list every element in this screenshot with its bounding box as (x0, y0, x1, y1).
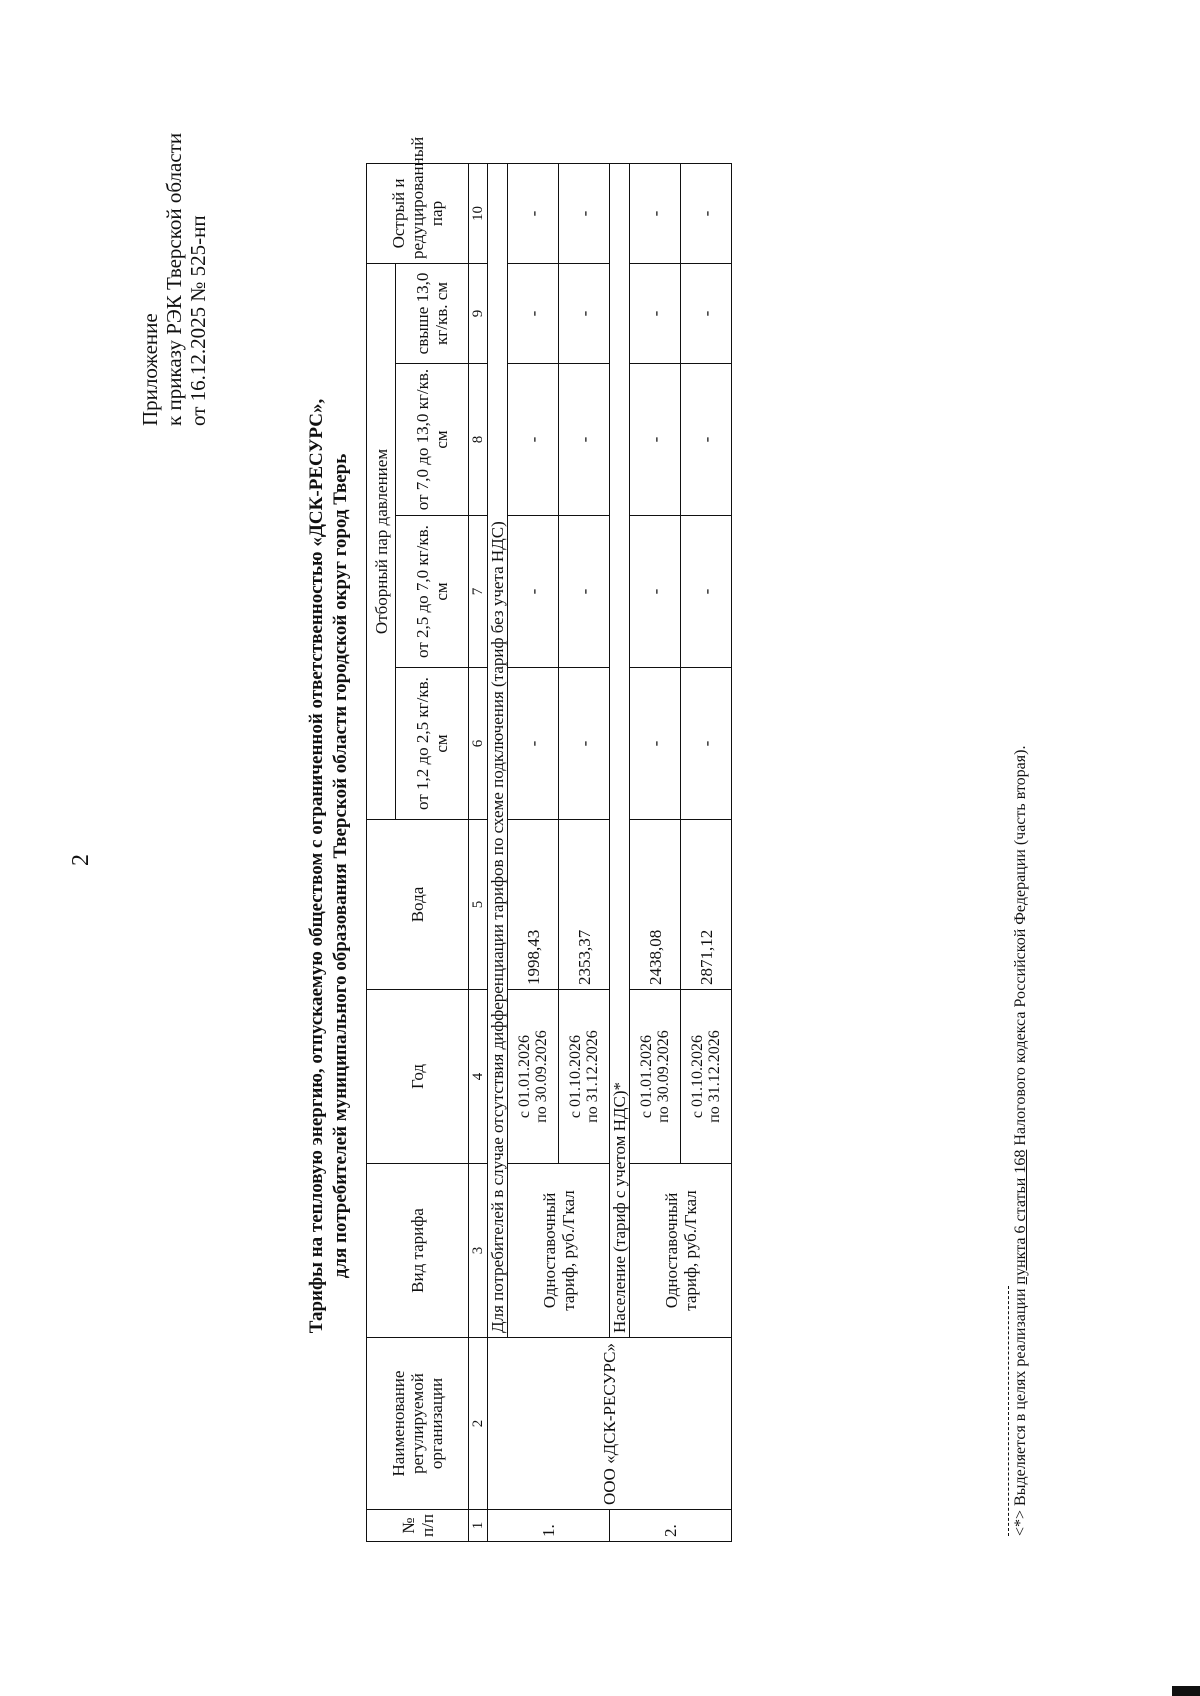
period-to: по 31.12.2026 (706, 1030, 723, 1123)
appendix-line-2: к приказу РЭК Тверской области (162, 132, 186, 426)
footnote-suffix: Налогового кодекса Российской Федерации (часть вторая). (1012, 745, 1029, 1150)
period-from: с 01.10.2026 (689, 1034, 706, 1119)
pressure-1-value: - (630, 668, 681, 820)
appendix-line-1: Приложение (138, 313, 162, 426)
column-number: 7 (469, 516, 488, 668)
sharp-steam-value: - (681, 163, 732, 263)
title-line-2: для потребителей муниципального образования Тверской области городской округ город Тверь (330, 453, 351, 1279)
tariff-table (366, 136, 732, 1542)
header-year: Год (367, 990, 469, 1164)
period-from: с 01.01.2026 (516, 1034, 533, 1119)
organization-name: ООО «ДСК-РЕСУРС» (488, 1338, 732, 1510)
column-number: 9 (469, 263, 488, 363)
row-number: 1. (488, 1510, 610, 1542)
section-heading-row (610, 163, 630, 1541)
period-from: с 01.01.2026 (638, 1034, 655, 1119)
column-number: 5 (469, 820, 488, 990)
sharp-steam-value: - (508, 163, 559, 263)
pressure-4-value: - (559, 263, 610, 363)
footnote-divider (1008, 1286, 1009, 1536)
appendix-line-3: от 16.12.2025 № 525-нп (186, 215, 210, 426)
appendix-header (138, 133, 210, 426)
header-row-1 (367, 163, 396, 1541)
period (630, 990, 681, 1164)
pressure-3-value: - (681, 364, 732, 516)
pressure-2-value: - (508, 516, 559, 668)
water-value: 2871,12 (681, 820, 732, 990)
header-sharp-steam: Острый и редуцированный пар (367, 163, 469, 263)
water-value: 1998,43 (508, 820, 559, 990)
header-water: Вода (367, 820, 469, 990)
tariff-type: Одноставочный тариф, руб./Гкал (508, 1164, 610, 1338)
column-number: 8 (469, 364, 488, 516)
header-pressure-1: от 1,2 до 2,5 кг/кв. см (396, 668, 469, 820)
footnote-prefix: <*> Выделяется в целях реализации (1012, 1284, 1029, 1536)
header-pressure-4: свыше 13,0 кг/кв. см (396, 263, 469, 363)
column-number: 1 (469, 1510, 488, 1542)
period-from: с 01.10.2026 (567, 1034, 584, 1119)
header-tariff-type: Вид тарифа (367, 1164, 469, 1338)
title-line-1: Тарифы на тепловую энергию, отпускаемую обществом с ограниченной ответственностью «ДСК-РЕСУРС», (306, 398, 327, 1334)
period-to: по 30.09.2026 (533, 1030, 550, 1123)
section-heading: Для потребителей в случае отсутствия дифференциации тарифов по схеме подключения (тариф без учета НДС) (488, 163, 508, 1337)
column-number-row (469, 163, 488, 1541)
header-num: № п/п (367, 1510, 469, 1542)
column-number: 10 (469, 163, 488, 263)
column-number: 2 (469, 1338, 488, 1510)
pressure-4-value: - (681, 263, 732, 363)
table-row (630, 163, 681, 1541)
header-pressure-3: от 7,0 до 13,0 кг/кв. см (396, 364, 469, 516)
header-pressure-2: от 2,5 до 7,0 кг/кв. см (396, 516, 469, 668)
period-to: по 30.09.2026 (655, 1030, 672, 1123)
sharp-steam-value: - (630, 163, 681, 263)
pressure-1-value: - (681, 668, 732, 820)
period (559, 990, 610, 1164)
sharp-steam-value: - (559, 163, 610, 263)
water-value: 2438,08 (630, 820, 681, 990)
column-number: 3 (469, 1164, 488, 1338)
tariff-type: Одноставочный тариф, руб./Гкал (630, 1164, 732, 1338)
period (508, 990, 559, 1164)
pressure-2-value: - (559, 516, 610, 668)
section-heading: Население (тариф с учетом НДС)* (610, 163, 630, 1337)
period (681, 990, 732, 1164)
footnote (1012, 746, 1030, 1536)
period-to: по 31.12.2026 (584, 1030, 601, 1123)
pressure-3-value: - (559, 364, 610, 516)
pressure-2-value: - (630, 516, 681, 668)
section-heading-row (488, 163, 508, 1541)
pressure-1-value: - (508, 668, 559, 820)
header-selected-steam: Отборный пар давлением (367, 263, 396, 819)
footnote-law-reference: пункта 6 статьи 168 (1012, 1149, 1029, 1285)
pressure-1-value: - (559, 668, 610, 820)
water-value: 2353,37 (559, 820, 610, 990)
pressure-4-value: - (630, 263, 681, 363)
header-org: Наименование регулируемой организации (367, 1338, 469, 1510)
pressure-3-value: - (508, 364, 559, 516)
column-number: 6 (469, 668, 488, 820)
row-number: 2. (610, 1510, 732, 1542)
pressure-2-value: - (681, 516, 732, 668)
scan-edge-mark (1172, 1686, 1200, 1696)
table-row (508, 163, 559, 1541)
pressure-3-value: - (630, 364, 681, 516)
page-number: 2 (68, 854, 94, 866)
document-title (305, 216, 353, 1516)
column-number: 4 (469, 990, 488, 1164)
pressure-4-value: - (508, 263, 559, 363)
